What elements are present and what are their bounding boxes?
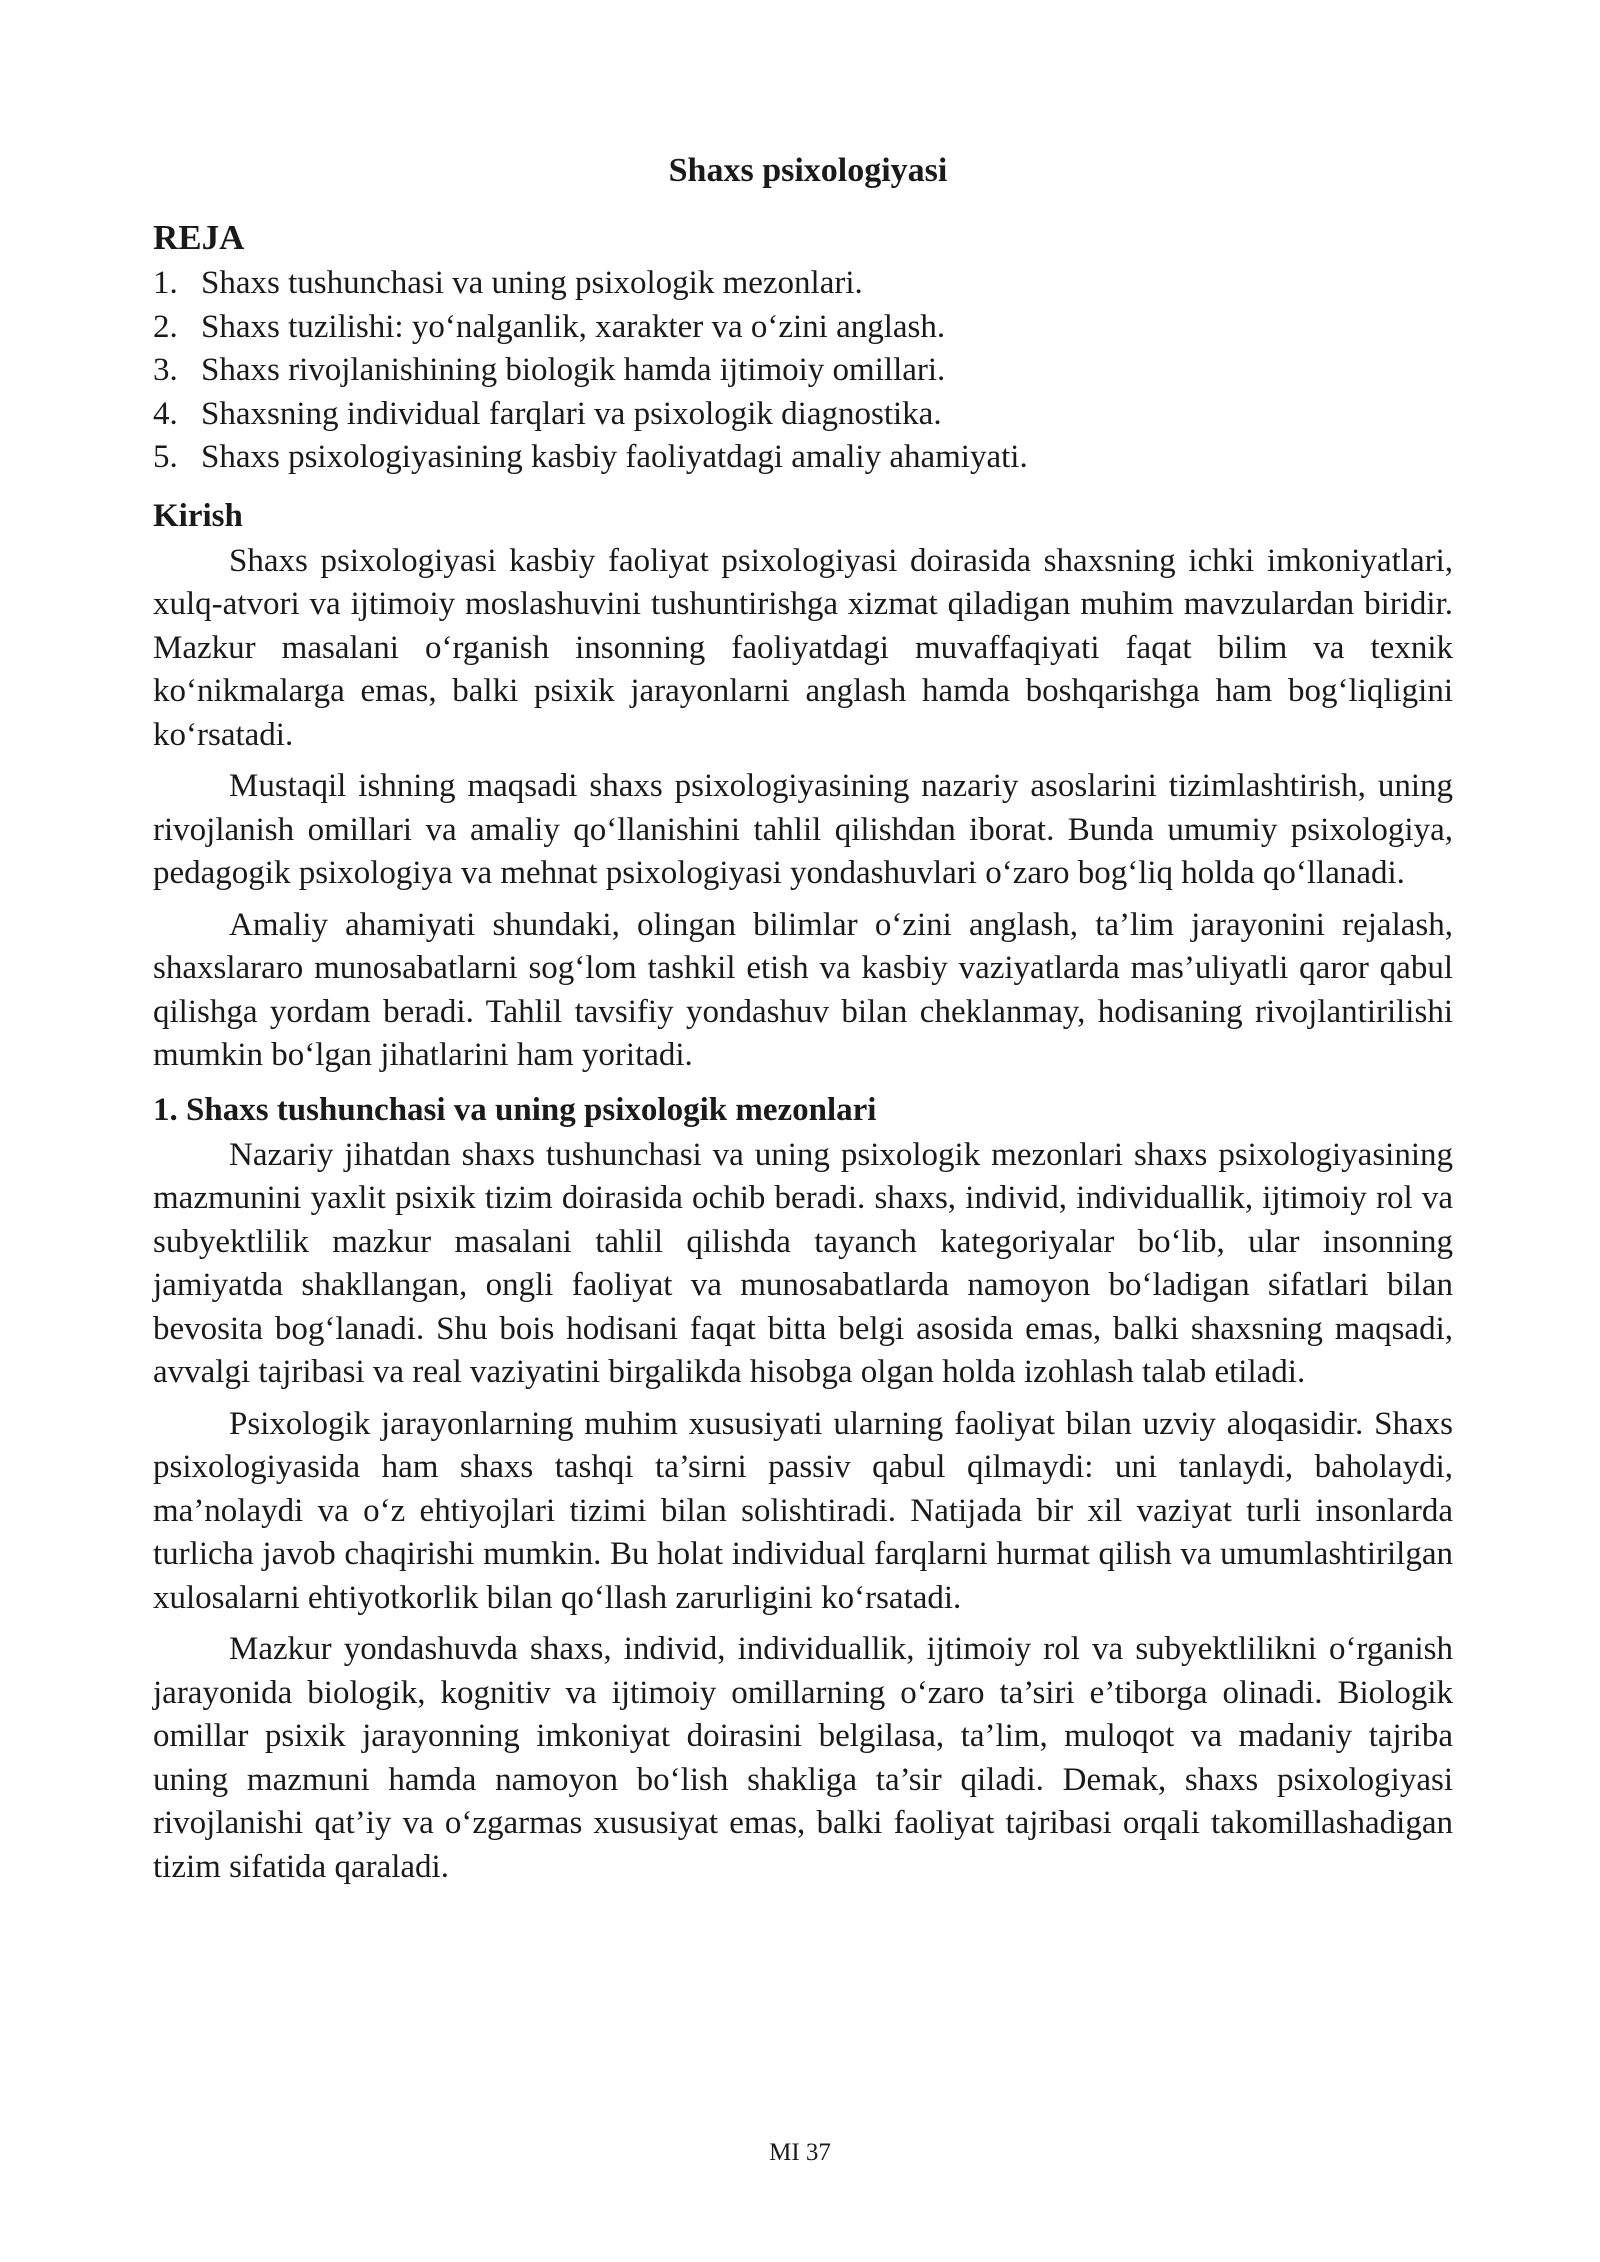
plan-item-text: Shaxs tushunchasi va uning psixologik mezonlari. xyxy=(201,265,863,301)
plan-heading: REJA xyxy=(153,218,245,257)
plan-item-number: 4. xyxy=(153,395,178,432)
plan-item-number: 2. xyxy=(153,308,178,345)
document-page xyxy=(153,150,1453,1897)
plan-item-text: Shaxsning individual farqlari va psixologik diagnostika. xyxy=(201,395,942,432)
plan-item-number: 5. xyxy=(153,439,178,475)
section-1-paragraph: Psixologik jarayonlarning muhim xususiyati ularning faoliyat bilan uzviy aloqasidir. Shaxs psixologiyasida ham shaxs tashqi ta’sirni passiv qabul qilmaydi: uni tanlaydi, baholaydi, ma’nolaydi va o‘z ehtiyojlari tizimi bilan solishtiradi. Natijada bir xil vaziyat turli insonlarda turlicha javob chaqirishi mumkin. Bu holat individual farqlarni hurmat qilish va umumlashtirilgan xulosalarni ehtiyotkorlik bilan qo‘llash zarurligini ko‘rsatadi. xyxy=(153,1405,1453,1616)
plan-item xyxy=(153,262,1453,306)
intro-heading: Kirish xyxy=(153,497,243,534)
plan-item xyxy=(153,306,1453,350)
plan-item-text: Shaxs rivojlanishining biologik hamda ijtimoiy omillari. xyxy=(201,352,946,388)
plan-item xyxy=(153,436,1453,480)
section-1-heading: 1. Shaxs tushunchasi va uning psixologik mezonlari xyxy=(153,1091,877,1128)
document-title: Shaxs psixologiyasi xyxy=(668,152,948,189)
plan-item xyxy=(153,349,1453,393)
plan-item xyxy=(153,393,1453,437)
plan-item-text: Shaxs tuzilishi: yo‘nalganlik, xarakter va o‘zini anglash. xyxy=(201,308,946,345)
plan-item-number: 3. xyxy=(153,352,178,388)
plan-list xyxy=(153,262,1453,480)
section-1-paragraph: Mazkur yondashuvda shaxs, individ, individuallik, ijtimoiy rol va subyektlilikni o‘rganish jarayonida biologik, kognitiv va ijtimoiy omillarning o‘zaro ta’siri e’tiborga olinadi. Biologik omillar psixik jarayonning imkoniyat doirasini belgilasa, ta’lim, muloqot va madaniy tajriba uning mazmuni hamda namoyon bo‘lish shakliga ta’sir qiladi. Demak, shaxs psixologiyasi rivojlanishi qat’iy va o‘zgarmas xususiyat emas, balki faoliyat tajribasi orqali takomillashadigan tizim sifatida qaraladi. xyxy=(153,1631,1453,1885)
intro-paragraph: Amaliy ahamiyati shundaki, olingan bilimlar o‘zini anglash, ta’lim jarayonini rejalash, shaxslararo munosabatlarni sog‘lom tashkil etish va kasbiy vaziyatlarda mas’uliyatli qaror qabul qilishga yordam beradi. Tahlil tavsifiy yondashuv bilan cheklanmay, hodisaning rivojlantirilishi mumkin bo‘lgan jihatlarini ham yoritadi. xyxy=(153,906,1453,1073)
section-1-paragraph: Nazariy jihatdan shaxs tushunchasi va uning psixologik mezonlari shaxs psixologiyasining mazmunini yaxlit psixik tizim doirasida ochib beradi. shaxs, individ, individuallik, ijtimoiy rol va subyektlilik mazkur masalani tahlil qilishda tayanch kategoriyalar bo‘lib, ular insonning jamiyatda shakllangan, ongli faoliyat va munosabatlarda namoyon bo‘ladigan sifatlari bilan bevosita bog‘lanadi. Shu bois hodisani faqat bitta belgi asosida emas, balki shaxsning maqsadi, avvalgi tajribasi va real vaziyatini birgalikda hisobga olgan holda izohlash talab etiladi. xyxy=(153,1136,1453,1390)
intro-paragraph: Mustaqil ishning maqsadi shaxs psixologiyasining nazariy asoslarini tizimlashtirish, uning rivojlanish omillari va amaliy qo‘llanishini tahlil qilishdan iborat. Bunda umumiy psixologiya, pedagogik psixologiya va mehnat psixologiyasi yondashuvlari o‘zaro bog‘liq holda qo‘llanadi. xyxy=(153,768,1453,891)
intro-paragraph: Shaxs psixologiyasi kasbiy faoliyat psixologiyasi doirasida shaxsning ichki imkoniyatlari, xulq-atvori va ijtimoiy moslashuvini tushuntirishga xizmat qiladigan muhim mavzulardan biridir. Mazkur masalani o‘rganish insonning faoliyatdagi muvaffaqiyati faqat bilim va texnik ko‘nikmalarga emas, balki psixik jarayonlarni anglash hamda boshqarishga ham bog‘liqligini ko‘rsatadi. xyxy=(153,542,1453,753)
plan-item-number: 1. xyxy=(153,265,178,301)
plan-item-text: Shaxs psixologiyasining kasbiy faoliyatdagi amaliy ahamiyati. xyxy=(201,439,1028,475)
page-footer: MI 37 xyxy=(769,2139,831,2166)
